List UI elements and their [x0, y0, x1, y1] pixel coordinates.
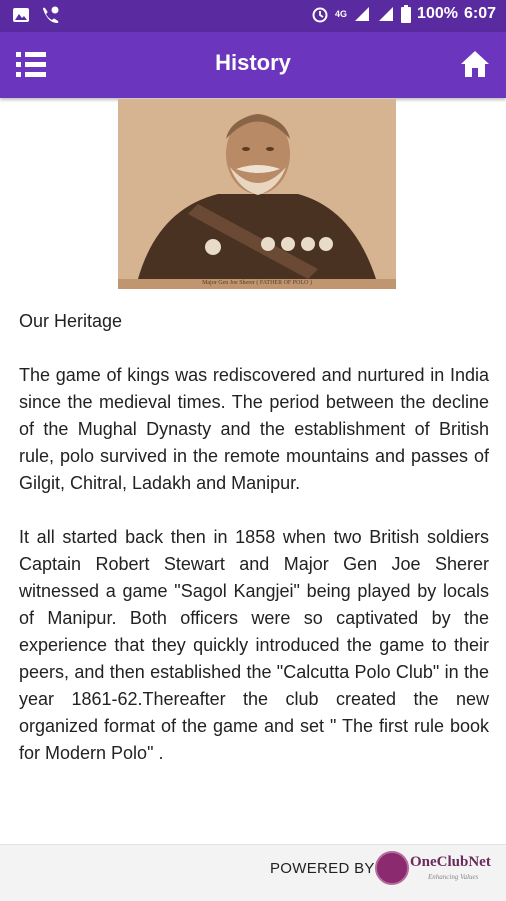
signal-icon	[353, 5, 371, 23]
network-type: 4G	[335, 9, 348, 19]
alarm-icon	[311, 5, 329, 23]
paragraph-origins: It all started back then in 1858 when two British soldiers Captain Robert Stewart and Major Gen Joe Sherer witnessed a game "Sagol Kangjei" being played by locals of Manipur. Both officers were so captivated by the experience that they quickly introduced the game to their peers, and then established the "Calcutta Polo Club" in the year 1861-62.Thereafter the club created the new organized format of the game and set " The first rule book for Modern Polo" .	[19, 527, 489, 763]
battery-icon	[401, 5, 411, 23]
home-icon	[460, 50, 490, 78]
status-left-icons	[12, 6, 60, 24]
status-bar	[0, 0, 506, 32]
historical-portrait	[118, 99, 396, 289]
brand-name: OneClubNet	[410, 854, 491, 870]
phone-chat-icon	[40, 6, 60, 24]
app-bar	[0, 32, 506, 98]
clock: 6:07	[463, 5, 496, 22]
portrait-illustration	[118, 99, 396, 279]
brand-logo-icon	[375, 851, 409, 885]
status-right-icons	[311, 5, 496, 23]
section-heading: Our Heritage	[19, 311, 123, 331]
page-title: History	[215, 50, 291, 75]
image-icon	[12, 6, 30, 24]
footer	[0, 844, 506, 901]
brand-tagline: Enhancing Values	[428, 873, 479, 881]
home-button[interactable]	[460, 50, 490, 78]
signal-icon-2	[377, 5, 395, 23]
photo-caption: Major Gen Joe Sherer ( FATHER OF POLO )	[202, 280, 312, 286]
history-content	[19, 308, 489, 794]
powered-by-label: POWERED BY	[270, 860, 375, 877]
paragraph-heritage: The game of kings was rediscovered and nurtured in India since the medieval times. The period between the decline of the Mughal Dynasty and the establishment of British rule, polo survived in the remote mountains and passes of Gilgit, Chitral, Ladakh and Manipur.	[19, 365, 489, 493]
battery-level: 100%	[417, 5, 458, 22]
